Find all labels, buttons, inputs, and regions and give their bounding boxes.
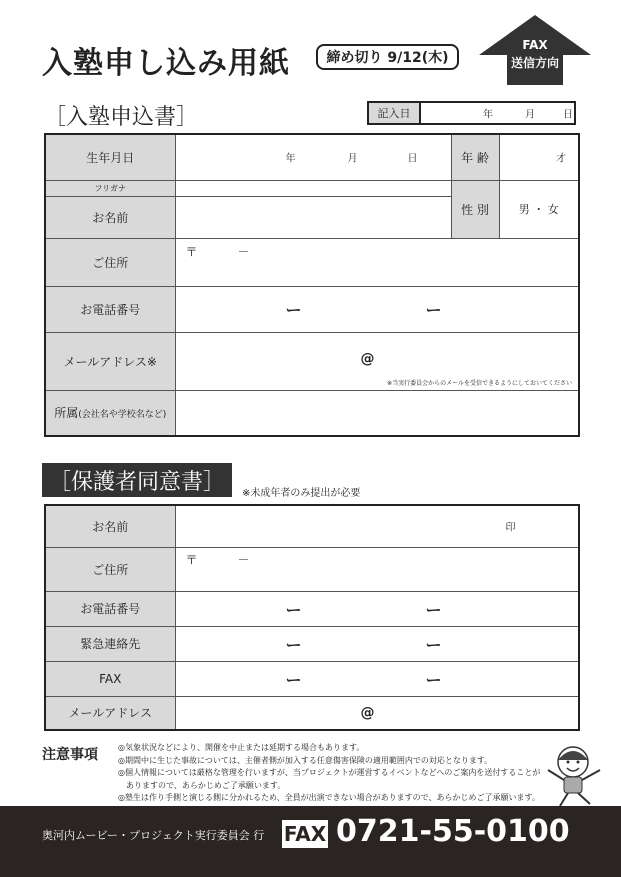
fax-direction-label: FAX — [522, 38, 548, 52]
guardian-email-at-mark: @ — [360, 704, 375, 721]
record-month-unit: 月 — [525, 109, 535, 121]
fax-direction-arrow — [479, 15, 591, 85]
guardian-fax-field[interactable] — [175, 661, 579, 696]
birth-year-unit: 年 — [285, 153, 296, 165]
footer-fax-label: FAX — [283, 822, 327, 846]
note-item: ◎気象状況などにより、開催を中止または延期する場合もあります。 — [118, 743, 365, 752]
footer-organization: 奥河内ムービー・プロジェクト実行委員会 行 — [42, 829, 265, 842]
guardian-name-field[interactable] — [175, 505, 579, 547]
guardian-address-label: ご住所 — [45, 547, 175, 591]
guardian-phone-dash-1: ー — [285, 600, 302, 619]
affiliation-field[interactable] — [175, 390, 579, 436]
guardian-fax-dash-1: ー — [285, 670, 302, 689]
phone-dash-2: ー — [425, 300, 442, 320]
application-heading: ［入塾申込書］ — [44, 105, 199, 130]
deadline-badge: 締め切り 9/12(木) — [316, 44, 459, 70]
phone-label: お電話番号 — [45, 286, 175, 332]
postal-dash: － — [237, 244, 250, 259]
record-date-label: 記入日 — [369, 103, 421, 123]
email-at-mark: @ — [360, 350, 375, 367]
emergency-dash-2: ー — [425, 635, 442, 654]
guardian-phone-label: お電話番号 — [45, 591, 175, 626]
gender-label: 性 別 — [451, 180, 499, 238]
note-item: ありますので、あらかじめご了承願います。 — [118, 780, 286, 790]
notes-list — [118, 742, 548, 805]
guardian-fax-label: FAX — [45, 661, 175, 696]
phone-dash-1: ー — [285, 300, 302, 320]
guardian-name-label: お名前 — [45, 505, 175, 547]
address-label: ご住所 — [45, 238, 175, 286]
footer-fax-number: 0721-55-0100 — [336, 814, 570, 849]
emergency-dash-1: ー — [285, 635, 302, 654]
guardian-phone-dash-2: ー — [425, 600, 442, 619]
record-date-box — [367, 101, 576, 125]
birth-day-unit: 日 — [407, 153, 418, 165]
affiliation-main: 所属 — [54, 406, 79, 421]
furigana-label: フリガナ — [45, 180, 175, 196]
emergency-label: 緊急連絡先 — [45, 626, 175, 661]
guardian-email-label: メールアドレス — [45, 696, 175, 730]
guardian-postal-mark: 〒 — [185, 552, 198, 567]
guardian-address-field[interactable] — [175, 547, 579, 591]
furigana-field[interactable] — [175, 180, 451, 196]
notes-title: 注意事項 — [42, 747, 98, 763]
guardian-email-field[interactable] — [175, 696, 579, 730]
address-field[interactable] — [175, 238, 579, 286]
guardian-phone-field[interactable] — [175, 591, 579, 626]
guardian-form-table — [44, 504, 580, 731]
emergency-field[interactable] — [175, 626, 579, 661]
email-field[interactable] — [175, 332, 579, 390]
postal-mark: 〒 — [185, 244, 198, 259]
email-note: ※当実行委員会からのメールを受信できるようにしておいてください — [387, 379, 572, 387]
age-label: 年 齢 — [451, 134, 499, 180]
birthdate-field[interactable] — [175, 134, 451, 180]
page-title: 入塾申し込み用紙 — [42, 46, 290, 81]
birth-month-unit: 月 — [347, 153, 358, 165]
note-item: ◎個人情報については厳格な管理を行いますが、当プロジェクトが運営するイベントなどへのご案内を送付することが — [118, 768, 541, 777]
note-item: ◎塾生は作り手側と演じる側に分かれるため、全員が出演できない場合がありますので、あらかじめご了承願います。 — [118, 793, 540, 802]
email-label: メールアドレス※ — [45, 332, 175, 390]
gender-options[interactable]: 男 ・ 女 — [499, 180, 579, 238]
seal-mark: 印 — [505, 522, 516, 534]
name-field[interactable] — [175, 196, 451, 238]
birthdate-label: 生年月日 — [45, 134, 175, 180]
child-mascot-illustration — [540, 740, 610, 808]
age-unit: 才 — [556, 153, 566, 165]
phone-field[interactable] — [175, 286, 579, 332]
fax-direction-sublabel: 送信方向 — [510, 56, 559, 70]
guardian-heading: ［保護者同意書］ — [42, 463, 232, 497]
name-label: お名前 — [45, 196, 175, 238]
note-item: ◎期間中に生じた事故については、主催者側が加入する任意傷害保険の適用範囲内での対応となります。 — [118, 755, 493, 765]
record-day-unit: 日 — [563, 109, 573, 121]
guardian-fax-dash-2: ー — [425, 670, 442, 689]
guardian-heading-note: ※未成年者のみ提出が必要 — [242, 488, 361, 499]
guardian-postal-dash: － — [237, 552, 250, 567]
affiliation-sub: (会社名や学校名など) — [78, 410, 167, 421]
affiliation-label — [45, 390, 175, 436]
age-field[interactable] — [499, 134, 579, 180]
application-form-table — [44, 133, 580, 437]
record-date-field[interactable] — [421, 103, 574, 123]
record-year-unit: 年 — [483, 109, 493, 121]
